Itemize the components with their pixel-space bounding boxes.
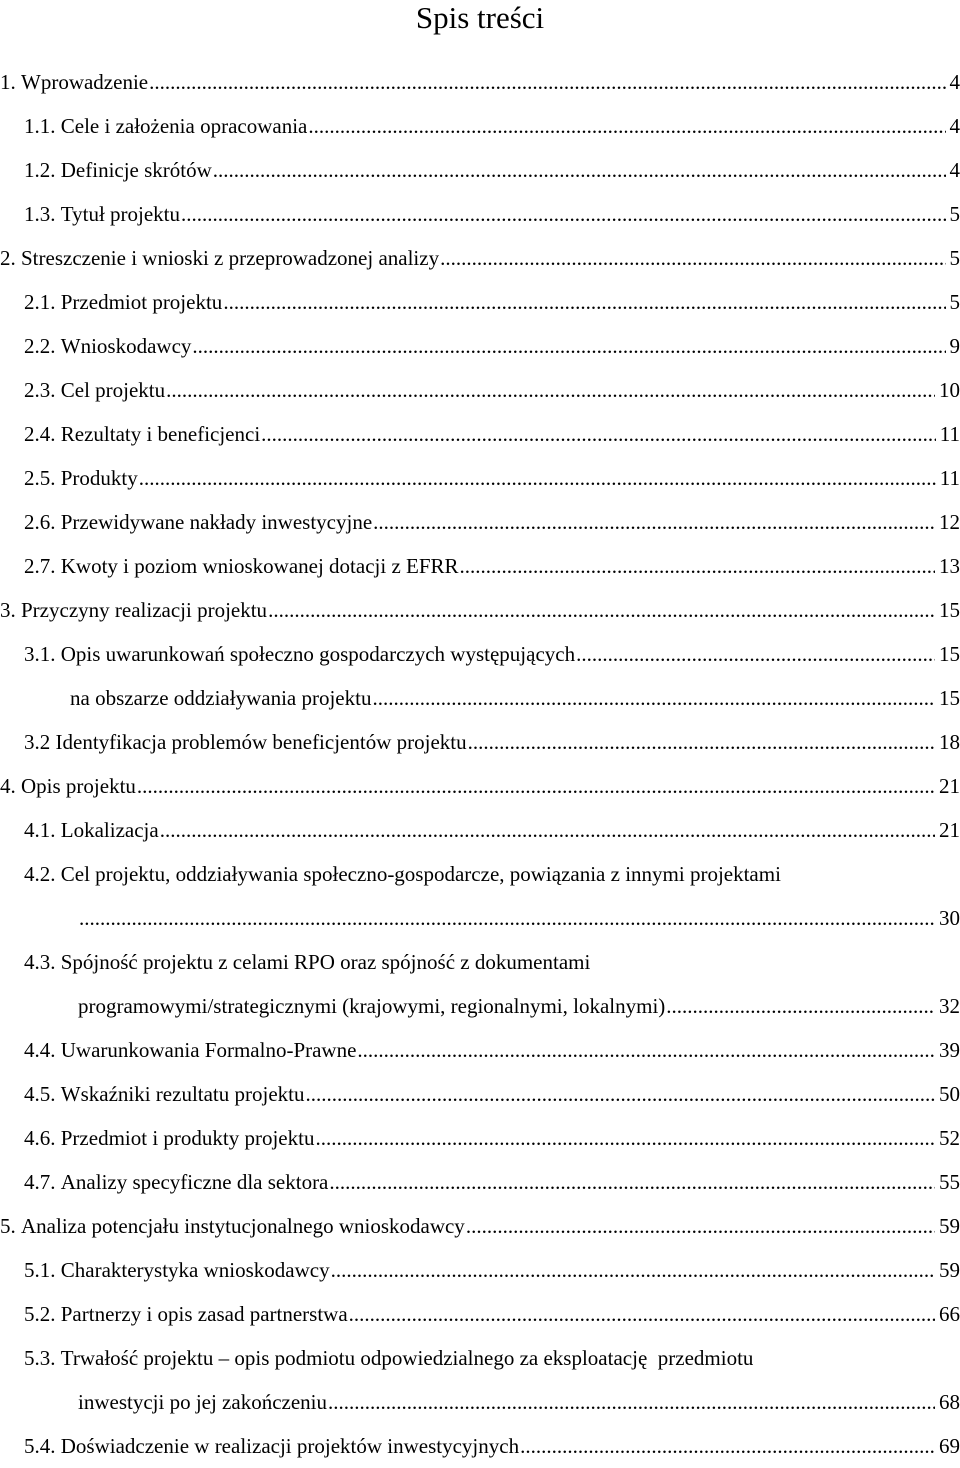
dot-leader	[79, 896, 935, 940]
dot-leader	[223, 280, 945, 324]
toc-entry-number: 2.6.	[24, 500, 61, 544]
toc-entry-title: Przewidywane nakłady inwestycyjne	[61, 500, 372, 544]
toc-page-number: 5	[947, 236, 960, 280]
toc-entry[interactable]	[0, 544, 960, 588]
toc-entry[interactable]	[0, 588, 960, 632]
toc-entry-line	[24, 1292, 960, 1336]
dot-leader	[139, 456, 936, 500]
dot-leader	[468, 720, 935, 764]
toc-entry-number: 1.1.	[24, 104, 61, 148]
toc-entry[interactable]	[0, 940, 960, 984]
toc-entry[interactable]	[0, 1116, 960, 1160]
toc-entry-title: Definicje skrótów	[61, 148, 212, 192]
toc-entry-line	[24, 104, 960, 148]
toc-entry[interactable]	[0, 280, 960, 324]
toc-entry-number: 4.5.	[24, 1072, 61, 1116]
toc-entry-number: 4.7.	[24, 1160, 61, 1204]
toc-page-number: 18	[936, 720, 960, 764]
toc-entry-line	[24, 1248, 960, 1292]
toc-entry-title: Przyczyny realizacji projektu	[21, 588, 267, 632]
toc-entry[interactable]	[0, 500, 960, 544]
toc-entry-number: 5.1.	[24, 1248, 61, 1292]
toc-entry-line	[0, 764, 960, 808]
toc-entry-line	[78, 896, 960, 940]
dot-leader	[166, 368, 935, 412]
toc-page-number: 39	[936, 1028, 960, 1072]
toc-entry-title: Partnerzy i opis zasad partnerstwa	[61, 1292, 348, 1336]
dot-leader	[440, 236, 945, 280]
toc-entry-line	[24, 808, 960, 852]
toc-entry-number: 1.2.	[24, 148, 61, 192]
toc-entry-title: Analizy specyficzne dla sektora	[61, 1160, 329, 1204]
toc-entry-number: 4.3.	[24, 940, 61, 984]
toc-page-number: 15	[936, 676, 960, 720]
dot-leader	[666, 984, 935, 1028]
dot-leader	[268, 588, 935, 632]
dot-leader	[373, 500, 935, 544]
toc-entry[interactable]	[0, 984, 960, 1028]
toc-entry-title: Produkty	[61, 456, 138, 500]
dot-leader	[192, 324, 945, 368]
toc-entry-number: 2.1.	[24, 280, 61, 324]
toc-page-number: 5	[947, 192, 960, 236]
toc-entry-number: 3.2	[24, 720, 56, 764]
toc-entry-line	[78, 1380, 960, 1424]
toc-entry[interactable]	[0, 368, 960, 412]
toc-page-number: 4	[947, 104, 960, 148]
toc-entry[interactable]	[0, 1160, 960, 1204]
toc-entry-line	[24, 192, 960, 236]
toc-entry-number: 2.7.	[24, 544, 61, 588]
toc-entry-line	[24, 1160, 960, 1204]
toc-entry-title: Cel projektu, oddziaływania społeczno-gospodarcze, powiązania z innymi projektami	[61, 852, 781, 896]
dot-leader	[308, 104, 945, 148]
toc-entry[interactable]	[0, 1204, 960, 1248]
dot-leader	[520, 1424, 935, 1468]
toc-entry-title: Doświadczenie w realizacji projektów inwestycyjnych	[61, 1424, 519, 1468]
toc-entry-number: 1.3.	[24, 192, 61, 236]
toc-entry-title: Kwoty i poziom wnioskowanej dotacji z EFRR	[61, 544, 459, 588]
toc-entry[interactable]	[0, 412, 960, 456]
dot-leader	[357, 1028, 935, 1072]
toc-entry-title: Tytuł projektu	[61, 192, 180, 236]
dot-leader	[328, 1380, 935, 1424]
toc-page-number: 21	[936, 764, 960, 808]
toc-entry-title: Przedmiot projektu	[61, 280, 223, 324]
toc-page-number: 66	[936, 1292, 960, 1336]
toc-entry-line	[0, 588, 960, 632]
toc-page-number: 12	[936, 500, 960, 544]
toc-page-number: 52	[936, 1116, 960, 1160]
toc-entry-line	[24, 1336, 960, 1380]
toc-page-number: 69	[936, 1424, 960, 1468]
toc-entry-number: 2.3.	[24, 368, 61, 412]
toc-entry-title: inwestycji po jej zakończeniu	[78, 1380, 327, 1424]
toc-entry-number: 5.	[0, 1204, 21, 1248]
toc-entry-title: Analiza potencjału instytucjonalnego wnioskodawcy	[21, 1204, 465, 1248]
toc-entry-number: 2.5.	[24, 456, 61, 500]
toc-entry[interactable]	[0, 1028, 960, 1072]
toc-entry-number: 3.1.	[24, 632, 61, 676]
toc-entry-line	[0, 236, 960, 280]
toc-entry-title: Uwarunkowania Formalno-Prawne	[61, 1028, 357, 1072]
toc-page-number: 68	[936, 1380, 960, 1424]
toc-entry-line	[24, 544, 960, 588]
toc-page-number: 11	[937, 412, 960, 456]
dot-leader	[160, 808, 935, 852]
toc-entry[interactable]	[0, 324, 960, 368]
toc-entry[interactable]	[0, 192, 960, 236]
toc-entry-title: Wnioskodawcy	[61, 324, 192, 368]
toc-entry[interactable]	[0, 852, 960, 896]
page-title: Spis treści	[0, 0, 960, 36]
toc-entry-line	[0, 60, 960, 104]
dot-leader	[460, 544, 935, 588]
toc-entry-title: Spójność projektu z celami RPO oraz spójność z dokumentami	[61, 940, 591, 984]
toc-entry-number: 5.4.	[24, 1424, 61, 1468]
toc-entry-line	[24, 456, 960, 500]
toc-page-number: 5	[947, 280, 960, 324]
toc-entry-line	[24, 412, 960, 456]
toc-entry[interactable]	[0, 720, 960, 764]
toc-entry-line	[24, 148, 960, 192]
toc-entry[interactable]	[0, 764, 960, 808]
toc-page-number: 4	[947, 148, 960, 192]
toc-entry-number: 4.1.	[24, 808, 61, 852]
toc-entry[interactable]	[0, 1248, 960, 1292]
toc-entry-title: Charakterystyka wnioskodawcy	[61, 1248, 330, 1292]
dot-leader	[315, 1116, 935, 1160]
toc-entry-line	[24, 1072, 960, 1116]
toc-entry-number: 2.4.	[24, 412, 61, 456]
dot-leader	[261, 412, 936, 456]
toc-entry-number: 5.2.	[24, 1292, 61, 1336]
toc-entry-number: 4.2.	[24, 852, 61, 896]
toc-entry-line	[24, 368, 960, 412]
toc-entry-title: na obszarze oddziaływania projektu	[70, 676, 371, 720]
toc-entry-title: Cel projektu	[61, 368, 165, 412]
toc-entry[interactable]	[0, 632, 960, 676]
toc-entry-number: 1.	[0, 60, 21, 104]
dot-leader	[329, 1160, 935, 1204]
toc-entry-line	[24, 280, 960, 324]
toc-entry-title: Cele i założenia opracowania	[61, 104, 308, 148]
toc-page-number: 50	[936, 1072, 960, 1116]
table-of-contents	[0, 60, 960, 1468]
toc-entry-title: Lokalizacja	[61, 808, 159, 852]
toc-page-number: 15	[936, 632, 960, 676]
toc-entry[interactable]	[0, 148, 960, 192]
toc-entry-line	[24, 940, 960, 984]
toc-entry-line	[24, 1116, 960, 1160]
toc-entry[interactable]	[0, 808, 960, 852]
dot-leader	[149, 60, 945, 104]
toc-entry-title: Wskaźniki rezultatu projektu	[61, 1072, 305, 1116]
dot-leader	[181, 192, 945, 236]
toc-entry-number: 3.	[0, 588, 21, 632]
toc-entry-line	[24, 1028, 960, 1072]
toc-entry-title: Wprowadzenie	[21, 60, 148, 104]
toc-entry-line	[70, 676, 960, 720]
toc-entry[interactable]	[0, 896, 960, 940]
toc-entry-line	[78, 984, 960, 1028]
toc-page-number: 15	[936, 588, 960, 632]
toc-entry-number: 2.	[0, 236, 21, 280]
dot-leader	[213, 148, 946, 192]
toc-entry-line	[24, 1424, 960, 1468]
toc-page-number: 9	[947, 324, 960, 368]
toc-entry[interactable]	[0, 1072, 960, 1116]
toc-entry-line	[24, 720, 960, 764]
toc-page-number: 59	[936, 1248, 960, 1292]
toc-entry[interactable]	[0, 104, 960, 148]
toc-entry-line	[24, 852, 960, 896]
toc-entry-number: 4.	[0, 764, 21, 808]
dot-leader	[576, 632, 935, 676]
toc-page-number: 59	[936, 1204, 960, 1248]
toc-entry[interactable]	[0, 1424, 960, 1468]
toc-entry-line	[24, 324, 960, 368]
toc-page-number: 11	[937, 456, 960, 500]
toc-entry-line	[24, 632, 960, 676]
toc-entry[interactable]	[0, 1292, 960, 1336]
toc-entry-title: Streszczenie i wnioski z przeprowadzonej analizy	[21, 236, 439, 280]
toc-page-number: 21	[936, 808, 960, 852]
toc-entry-number: 4.6.	[24, 1116, 61, 1160]
toc-entry[interactable]	[0, 456, 960, 500]
toc-entry-number: 5.3.	[24, 1336, 61, 1380]
toc-entry-title: Rezultaty i beneficjenci	[61, 412, 260, 456]
toc-entry[interactable]	[0, 676, 960, 720]
toc-page-number: 13	[936, 544, 960, 588]
toc-entry-number: 4.4.	[24, 1028, 61, 1072]
dot-leader	[331, 1248, 935, 1292]
toc-entry-title: Opis projektu	[21, 764, 136, 808]
toc-page-number: 55	[936, 1160, 960, 1204]
toc-entry[interactable]	[0, 60, 960, 104]
toc-entry[interactable]	[0, 1336, 960, 1380]
toc-page-number: 10	[936, 368, 960, 412]
toc-entry[interactable]	[0, 236, 960, 280]
dot-leader	[306, 1072, 936, 1116]
toc-entry[interactable]	[0, 1380, 960, 1424]
toc-entry-number: 2.2.	[24, 324, 61, 368]
toc-entry-title: Identyfikacja problemów beneficjentów projektu	[56, 720, 467, 764]
toc-page-number: 30	[936, 896, 960, 940]
dot-leader	[372, 676, 935, 720]
dot-leader	[466, 1204, 935, 1248]
toc-page-number: 32	[936, 984, 960, 1028]
toc-entry-title: Opis uwarunkowań społeczno gospodarczych występujących	[61, 632, 575, 676]
dot-leader	[349, 1292, 935, 1336]
toc-entry-title: Trwałość projektu – opis podmiotu odpowiedzialnego za eksploatację przedmiotu	[61, 1336, 754, 1380]
toc-entry-line	[24, 500, 960, 544]
toc-entry-title: programowymi/strategicznymi (krajowymi, regionalnymi, lokalnymi)	[78, 984, 665, 1028]
toc-entry-line	[0, 1204, 960, 1248]
toc-entry-title: Przedmiot i produkty projektu	[61, 1116, 315, 1160]
toc-page-number: 4	[947, 60, 960, 104]
dot-leader	[137, 764, 935, 808]
